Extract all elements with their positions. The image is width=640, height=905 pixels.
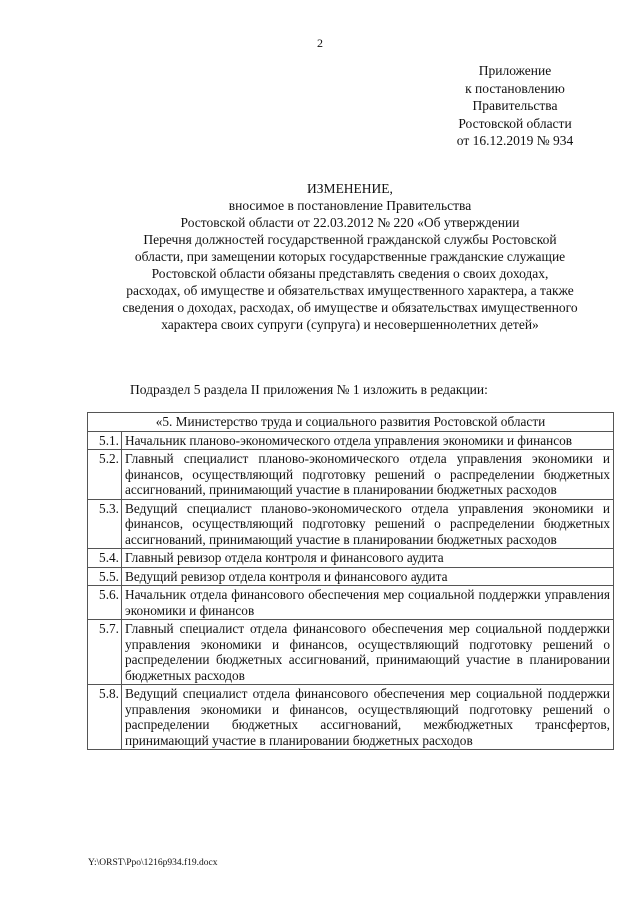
- page-number: 2: [317, 36, 323, 50]
- appendix-line: Приложение: [478, 63, 552, 78]
- row-text: Начальник планово-экономического отдела управления экономики и финансов: [122, 431, 614, 450]
- appendix-line: к постановлению: [465, 80, 565, 96]
- row-text: Главный специалист планово-экономического отдела управления экономики и финансов, осуществляющий подготовку решений о распределении бюджетных ассигнований, принимающий участие в планировании бюджетных расходов: [122, 450, 614, 500]
- subtitle-line: характера своих супруги (супруга) и несовершеннолетних детей»: [161, 317, 539, 332]
- table-row: [88, 499, 614, 549]
- subtitle-line: Ростовской области от 22.03.2012 № 220 «Об утверждении: [180, 215, 520, 230]
- subtitle-line: Ростовской области обязаны представлять сведения о своих доходах,: [151, 266, 549, 281]
- row-text: Ведущий специалист планово-экономического отдела управления экономики и финансов, осуществляющий подготовку решений о распределении бюджетных ассигнований, принимающий участие в планировании бюджетных расходов: [122, 499, 614, 549]
- row-text: Ведущий специалист отдела финансового обеспечения мер социальной поддержки управления экономики и финансов, осуществляющий подготовку решений о распределении бюджетных ассигнований, межбюджетных трансфертов, принимающий участие в планировании бюджетных расходов: [122, 685, 614, 750]
- subtitle-line: сведения о доходах, расходах, об имуществе и обязательствах имущественного: [122, 300, 578, 315]
- table-header-row: [88, 413, 614, 432]
- appendix-line: Ростовской области: [458, 115, 572, 131]
- table-row: [88, 567, 614, 586]
- row-number: 5.7.: [88, 620, 122, 685]
- table-row: [88, 450, 614, 500]
- document-title: ИЗМЕНЕНИЕ,: [307, 181, 393, 196]
- row-text: Главный специалист отдела финансового обеспечения мер социальной поддержки управления экономики и финансов, осуществляющий подготовку решений о распределении бюджетных ассигнований, принимающий участие в планировании бюджетных расходов: [122, 620, 614, 685]
- table-row: [88, 586, 614, 620]
- row-text: Начальник отдела финансового обеспечения мер социальной поддержки управления экономики и финансов: [122, 586, 614, 620]
- appendix-line: от 16.12.2019 № 934: [456, 133, 574, 148]
- row-number: 5.4.: [88, 549, 122, 568]
- subtitle-line: Перечня должностей государственной гражданской службы Ростовской: [143, 232, 557, 247]
- row-number: 5.1.: [88, 431, 122, 450]
- subtitle-line: расходах, об имуществе и обязательствах имущественного характера, а также: [126, 283, 574, 298]
- row-text: Ведущий ревизор отдела контроля и финансового аудита: [122, 567, 614, 586]
- subtitle-line: вносимое в постановление Правительства: [228, 198, 472, 213]
- intro-paragraph: Подраздел 5 раздела II приложения № 1 изложить в редакции:: [130, 382, 488, 397]
- row-number: 5.8.: [88, 685, 122, 750]
- subtitle-line: области, при замещении которых государственные гражданские служащие: [134, 249, 566, 264]
- row-number: 5.6.: [88, 586, 122, 620]
- appendix-line: Правительства: [472, 98, 558, 113]
- table-row: [88, 620, 614, 685]
- row-number: 5.3.: [88, 499, 122, 549]
- row-number: 5.5.: [88, 567, 122, 586]
- row-text: Главный ревизор отдела контроля и финансового аудита: [122, 549, 614, 568]
- positions-table: [87, 412, 614, 750]
- row-number: 5.2.: [88, 450, 122, 500]
- appendix-block: [440, 62, 590, 150]
- table-header: «5. Министерство труда и социального развития Ростовской области: [88, 413, 614, 432]
- table-row: [88, 685, 614, 750]
- document-title-block: [80, 180, 620, 333]
- table-row: [88, 431, 614, 450]
- file-path-footer: Y:\ORST\Ppo\1216p934.f19.docx: [88, 858, 218, 868]
- table-row: [88, 549, 614, 568]
